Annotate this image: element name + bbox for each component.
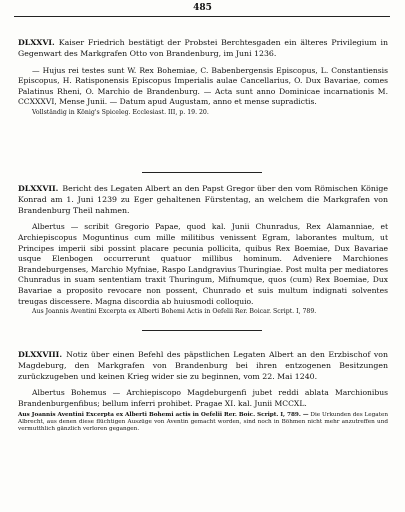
entry-heading (18, 184, 388, 216)
entry-source: Aus Joannis Aventini Excerpta ex Alberti Bohemi Actis in Oefelii Rer. Boicar. Script. I, 789. (32, 308, 317, 316)
entry-text: Albertus — scribit Gregorio Papae, quod kal. Junii Chunradus, Rex Alamanniae, et Archiepiscopus Moguntinus cum mille militibus venissent Egram, laborantes multum, ut Principes imperii sibi possint placare pecunia pollicita, quibus Rex Boemiae, Dux Bavariae usque Elenbogen occurrerunt quatuor millibus hominum. Adveniere Marchiones Brandeburgenses, Marchio Myfniae, Raspo Landgravius Thuringiae. Post multa per mediatores Chunradus in suam sententiam traxit Thuringum, Mifnumque, quos (cum) Rex Boemiae, Dux Bavariae a proposito revocare non possent, Chunrado et suis multum indignati solventes treugas discessere. Magna discordia ab huiusmodi colloquio. (18, 222, 388, 306)
entry-text: Albertus Bohemus — Archiepiscopo Magdeburgenfi jubet reddi ablata Marchionibus Brandenburgenfibus; bellum inferri prohibet. Pragae XI. kal. Junii MCCXL. (18, 388, 388, 408)
entry-source: Vollständig in König's Spiceleg. Ecclesiast. III, p. 19. 20. (32, 108, 209, 116)
entry-heading-text: Notiz über einen Befehl des päpstlichen Legaten Albert an den Erzbischof von Magdeburg, den Markgrafen von Brandenburg bei ihren entzogenen Besitzungen zurückzugeben und keinen Krieg wider sie zu beginnen, vom 22. Mai 1240. (18, 350, 388, 381)
entry-heading-text: Bericht des Legaten Albert an den Papst Gregor über den vom Römischen Könige Konrad am 1. Juni 1239 zu Eger gehaltenen Fürstentag, an welchem die Markgrafen von Brandenburg Theil nahmen. (18, 184, 388, 215)
page-number: 485 (193, 3, 212, 13)
entry-number: DLXXVII. (18, 184, 59, 193)
entry-heading (18, 350, 388, 382)
entry-dlxxvi (18, 38, 388, 117)
section-divider (142, 172, 262, 173)
entry-heading-text: Kaiser Friedrich bestätigt der Probstei Berchtesgaden ein älteres Privilegium in Gegenwart des Markgrafen Otto von Brandenburg, im Juni 1236. (18, 38, 388, 58)
header-rule (14, 16, 390, 17)
entry-heading (18, 38, 388, 60)
entry-footnote (18, 412, 388, 434)
entry-number: DLXXVIII. (18, 350, 63, 359)
entry-dlxxvii (18, 184, 388, 316)
footnote-text: Die Urkunden des Legaten Albrecht, aus denen diese flüchtigen Auszüge von Aventin gemacht worden, sind noch in Böhmen nicht mehr anzutreffen und vermutthlich gänzlich verloren gegangen. (18, 411, 388, 433)
entry-text: — Hujus rei testes sunt W. Rex Bohemiae, C. Babenbergensis Episcopus, L. Constantiensis Episcopus, H. Ratisponensis Episcopus Imperialis aulae Cancellarius, O. Dux Bavariae, comes Palatinus Rheni, O. Marchio de Brandenburg. — Acta sunt anno Dominicae incarnationis M. CCXXXVI, Mense Junii. — Datum apud Augustam, anno et mense supradictis. (18, 65, 388, 107)
entry-number: DLXXVI. (18, 38, 55, 47)
section-divider (142, 330, 262, 331)
entry-source: Aus Joannis Aventini Excerpta ex Alberti Bohemi actis in Oefelii Rer. Boic. Script. I, 789. — (18, 411, 309, 418)
entry-dlxxviii (18, 350, 388, 434)
